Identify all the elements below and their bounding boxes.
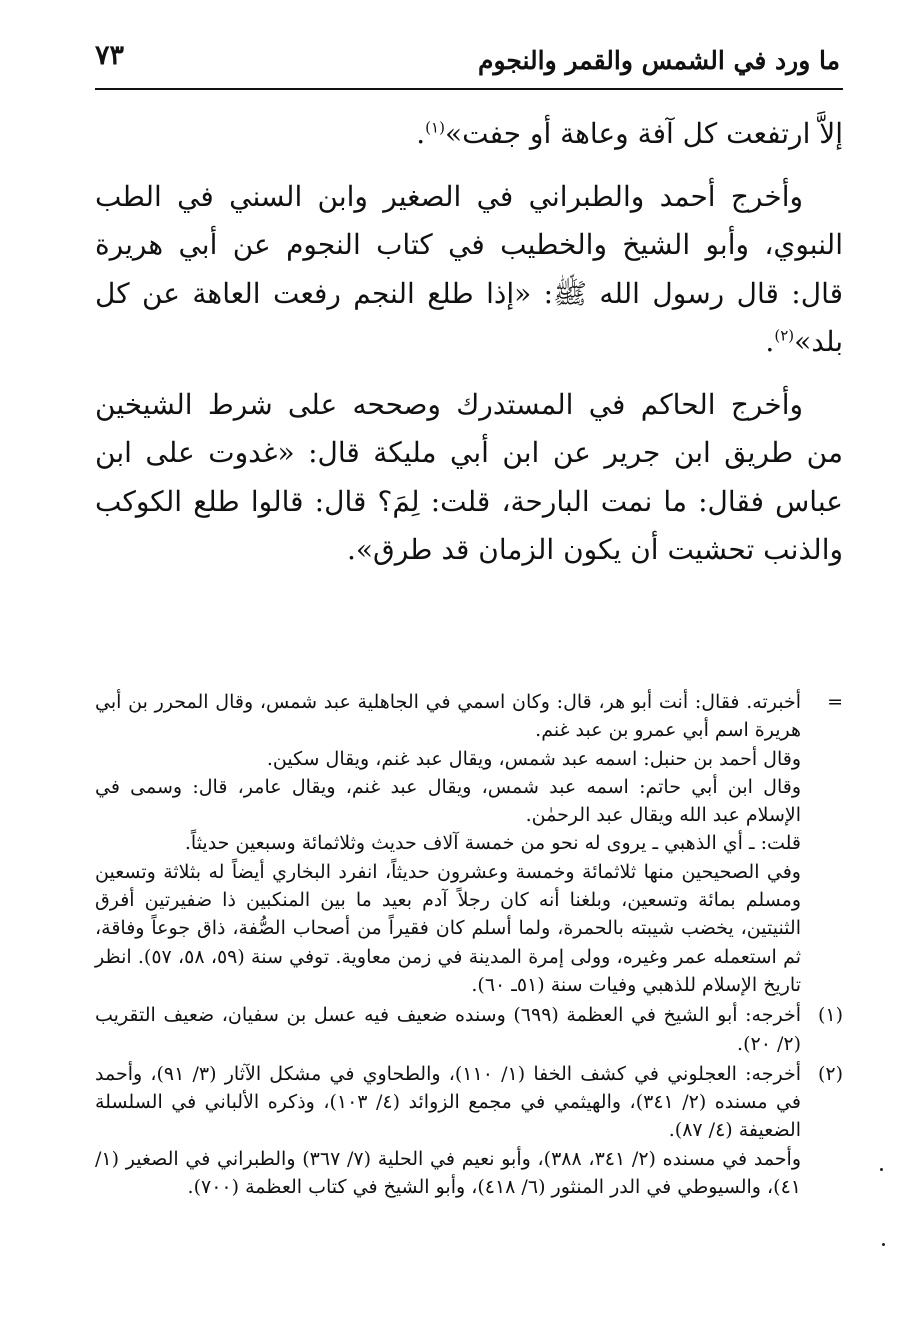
footnote-1	[95, 1001, 843, 1058]
footnote-ref-1[interactable]: (١)	[425, 118, 445, 137]
footnote-1-marker: (١)	[817, 1004, 843, 1027]
footnote-2	[95, 1060, 843, 1201]
footnote-continuation	[95, 688, 843, 999]
scan-speck	[880, 1168, 883, 1171]
paragraph-1-end: .	[416, 117, 426, 150]
footnote-paragraph: أخبرته. فقال: أنت أبو هر، قال: وكان اسمي في الجاهلية عبد شمس، وقال المحرر بن أبي هريرة اسم أبي عمرو بن عبد غنم.	[95, 691, 801, 742]
scan-speck	[882, 1243, 885, 1246]
footnote-paragraph: وأحمد في مسنده (٢/ ٣٤١، ٣٨٨)، وأبو نعيم في الحلية (٧/ ٣٦٧) والطبراني في الصغير (١/ ٤١)، والسيوطي في الدر المنثور (٦/ ٤١٨)، وأبو الشيخ في كتاب العظمة (٧٠٠).	[95, 1147, 801, 1199]
header-rule	[95, 88, 843, 90]
main-text	[95, 110, 843, 589]
page-number: ٧٣	[95, 40, 125, 71]
paragraph-1-text: إلاَّ ارتفعت كل آفة وعاهة أو جفت»	[444, 117, 843, 150]
footnote-paragraph: قلت: ـ أي الذهبي ـ يروى له نحو من خمسة آلاف حديث وثلاثمائة وسبعين حديثاً.	[184, 832, 801, 855]
running-header	[95, 36, 840, 86]
footnote-paragraph: أخرجه: أبو الشيخ في العظمة (٦٩٩) وسنده ضعيف فيه عسل بن سفيان، ضعيف التقريب (٢/ ٢٠).	[95, 1004, 801, 1055]
paragraph-2-text: وأخرج أحمد والطبراني في الصغير وابن السني في الطب النبوي، وأبو الشيخ والخطيب في كتاب النجوم عن أبي هريرة قال: قال رسول الله ﷺ: «إذا طلع النجم رفعت العاهة عن كل بلد»	[95, 179, 843, 358]
paragraph-3-text: وأخرج الحاكم في المستدرك وصححه على شرط الشيخين من طريق ابن جرير عن ابن أبي مليكة قال: «غدوت على ابن عباس فقال: ما نمت البارحة، قلت: لِمَ؟ قال: قالوا طلع الكوكب والذنب تحشيت أن يكون الزمان قد طرق».	[95, 387, 843, 566]
footnotes	[95, 688, 843, 1201]
continuation-marker: =	[827, 691, 843, 713]
paragraph-1	[95, 110, 843, 159]
footnote-paragraph: وقال ابن أبي حاتم: اسمه عبد شمس، ويقال عبد غنم، ويقال عامر، قال: وسمى في الإسلام عبد الله ويقال عبد الرحمٰن.	[95, 775, 801, 827]
paragraph-3	[95, 381, 843, 575]
footnote-paragraph: وفي الصحيحين منها ثلاثمائة وخمسة وعشرون حديثاً، انفرد البخاري أيضاً له بثلاثة وتسعين ومسلم بمائة وتسعين، وبلغنا أنه كان رجلاً آدم بعيد ما بين المنكبين ذا ضفيرتين أفرق الثنيتين، يخضب شيبته بالحمرة، ولما أسلم كان فقيراً من أصحاب الصُّفة، ذاق جوعاً وفاقة، ثم استعمله عمر وغيره، وولى إمرة المدينة في زمن معاوية. توفي سنة (٥٩، ٥٨، ٥٧). انظر تاريخ الإسلام للذهبي وفيات سنة (٥١ـ ٦٠).	[95, 860, 802, 996]
paragraph-2-end: .	[765, 325, 775, 358]
footnote-paragraph: أخرجه: العجلوني في كشف الخفا (١/ ١١٠)، والطحاوي في مشكل الآثار (٣/ ٩١)، وأحمد في مسنده (٢/ ٣٤١)، والهيثمي في مجمع الزوائد (٤/ ١٠٣)، وذكره الألباني في السلسلة الضعيفة (٤/ ٨٧).	[95, 1062, 801, 1142]
chapter-title: ما ورد في الشمس والقمر والنجوم	[477, 46, 840, 75]
footnote-ref-2[interactable]: (٢)	[774, 326, 795, 345]
footnote-2-marker: (٢)	[817, 1062, 843, 1085]
footnote-paragraph: وقال أحمد بن حنبل: اسمه عبد شمس، ويقال عبد غنم، ويقال سكين.	[266, 747, 801, 770]
paragraph-2	[95, 173, 843, 367]
